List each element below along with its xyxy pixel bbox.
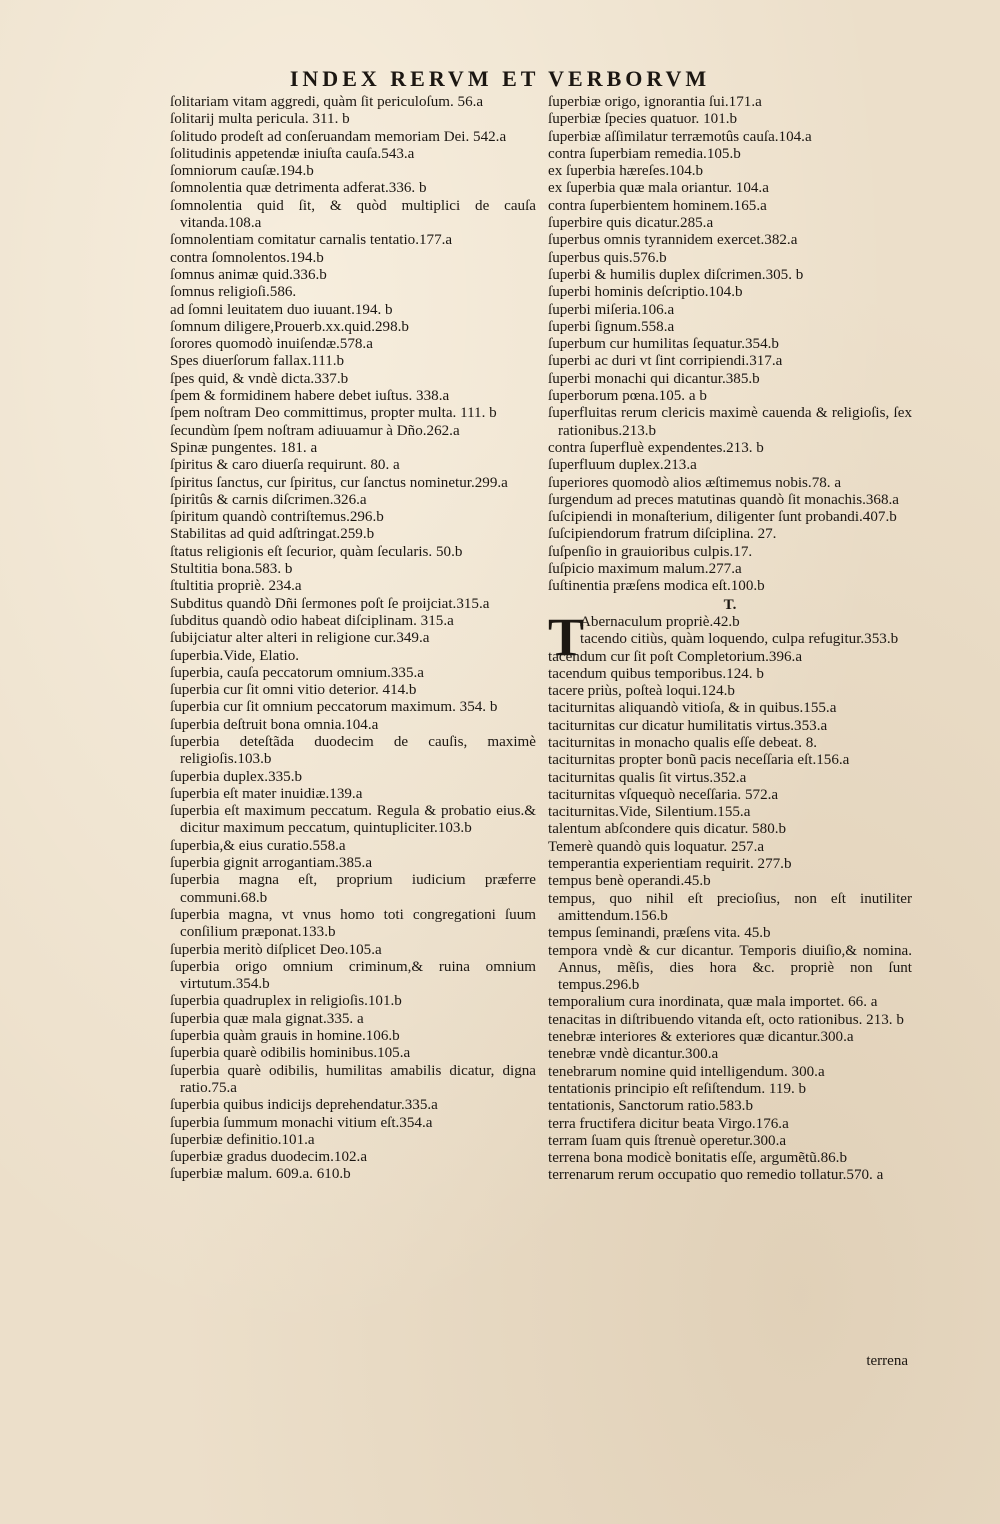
index-entry: ſuperbiæ malum. 609.a. 610.b bbox=[170, 1166, 351, 1183]
right-column-entries-t bbox=[548, 649, 912, 1185]
index-entry: ſolitariam vitam aggredi, quàm ſit periculoſum. 56.a bbox=[170, 94, 484, 110]
index-entry: ſpiritûs & carnis diſcrimen.326.a bbox=[170, 491, 367, 508]
index-entry: contra ſuperbientem hominem.165.a bbox=[548, 197, 767, 214]
index-entry: taciturnitas aliquandò vitioſa, & in quibus.155.a bbox=[548, 700, 837, 717]
index-entry: ſuperbia magna eſt, proprium iudicium præferre communi.68.b bbox=[170, 872, 536, 906]
index-entry: ſomnum diligere,Prouerb.xx.quid.298.b bbox=[170, 318, 409, 335]
index-entry: ſubditus quandò odio habeat diſciplinam. 315.a bbox=[170, 612, 454, 629]
index-entry: ſuperbia cur ſit omni vitio deterior. 414.b bbox=[170, 682, 417, 699]
index-entry: ſuſpicio maximum malum.277.a bbox=[548, 561, 742, 578]
index-entry: tempora vndè & cur dicantur. Temporis diuiſio,& nomina. Annus, mẽſis, dies hora &c. propriè non ſunt tempus.296.b bbox=[548, 942, 912, 994]
index-entry: ſubijciatur alter alteri in religione cur.349.a bbox=[170, 630, 430, 647]
index-entry: Spes diuerſorum fallax.111.b bbox=[170, 353, 345, 370]
index-entry: ſomnolentiam comitatur carnalis tentatio.177.a bbox=[170, 232, 453, 249]
index-entry: tenebræ vndè dicantur.300.a bbox=[548, 1046, 719, 1063]
index-entry: ſuperbi hominis deſcriptio.104.b bbox=[548, 284, 743, 301]
index-entry: tacendum quibus temporibus.124. b bbox=[548, 665, 764, 682]
index-entry: temperantia experientiam requirit. 277.b bbox=[548, 856, 792, 873]
right-column bbox=[548, 94, 912, 1185]
index-entry: temporalium cura inordinata, quæ mala importet. 66. a bbox=[548, 994, 878, 1011]
index-entry: tempus, quo nihil eſt precioſius, non eſt inutiliter amittendum.156.b bbox=[548, 890, 912, 924]
index-entry: Subditus quandò Dñi ſermones poſt ſe proijciat.315.a bbox=[170, 595, 490, 612]
index-entry: ſorores quomodò inuiſendæ.578.a bbox=[170, 336, 373, 353]
index-entry: ſuperbia deſtruit bona omnia.104.a bbox=[170, 716, 379, 733]
index-entry: ſuperbus quis.576.b bbox=[548, 249, 667, 266]
index-entry: ſuſcipiendi in monaſterium, diligenter ſunt probandi.407.b bbox=[548, 509, 897, 526]
index-entry: Temerè quandò quis loquatur. 257.a bbox=[548, 838, 765, 855]
index-entry: ſolitudinis appetendæ iniuſta cauſa.543.a bbox=[170, 145, 415, 162]
index-entry: ſuperbia ſummum monachi vitium eſt.354.a bbox=[170, 1114, 433, 1131]
index-entry: ſuperbia magna, vt vnus homo toti congregationi ſuum conſilium præponat.133.b bbox=[170, 906, 536, 941]
index-entry: tenacitas in diſtribuendo vitanda eſt, octo rationibus. 213. b bbox=[548, 1011, 904, 1028]
index-entry: ſuperbi monachi qui dicantur.385.b bbox=[548, 370, 760, 387]
index-entry: contra ſomnolentos.194.b bbox=[170, 249, 324, 266]
index-entry: ſpes quid, & vndè dicta.337.b bbox=[170, 370, 349, 387]
index-entry: tempus ſeminandi, præſens vita. 45.b bbox=[548, 925, 771, 942]
index-entry: ſuperbiæ aſſimilatur terræmotûs cauſa.104.a bbox=[548, 128, 812, 145]
index-entry: tenebræ interiores & exteriores quæ dicantur.300.a bbox=[548, 1029, 854, 1046]
index-entry: taciturnitas vſquequò neceſſaria. 572.a bbox=[548, 786, 779, 803]
index-entry: ſuperbia quarè odibilis hominibus.105.a bbox=[170, 1045, 411, 1062]
index-entry: tentationis, Sanctorum ratio.583.b bbox=[548, 1098, 753, 1115]
index-entry: tacere priùs, poſteà loqui.124.b bbox=[548, 683, 735, 700]
dropcap-entries bbox=[580, 614, 912, 649]
index-entry: ſpiritus ſanctus, cur ſpiritus, cur ſanctus nominetur.299.a bbox=[170, 474, 508, 491]
index-entry: ſurgendum ad preces matutinas quandò ſit monachis.368.a bbox=[548, 491, 899, 508]
index-entry: ſuperbia origo omnium criminum,& ruina omnium virtutum.354.b bbox=[170, 958, 536, 993]
index-entry: ſuperbia quarè odibilis, humilitas amabilis dicatur, digna ratio.75.a bbox=[170, 1062, 536, 1096]
right-column-entries-s bbox=[548, 94, 912, 596]
index-entry: talentum abſcondere quis dicatur. 580.b bbox=[548, 821, 787, 838]
index-entry: ſomnus religioſi.586. bbox=[170, 284, 297, 301]
index-entry: contra ſuperbiam remedia.105.b bbox=[548, 145, 741, 162]
index-entry: ſuperbi ſignum.558.a bbox=[548, 318, 675, 335]
index-entry: ſpiritum quandò contriſtemus.296.b bbox=[170, 509, 384, 526]
index-entry: ex ſuperbia hæreſes.104.b bbox=[548, 163, 704, 180]
index-entry: taciturnitas.Vide, Silentium.155.a bbox=[548, 804, 751, 821]
index-entry: taciturnitas cur dicatur humilitatis virtus.353.a bbox=[548, 717, 828, 734]
index-entry: ſuperbia,& eius curatio.558.a bbox=[170, 837, 346, 854]
index-entry: ſuperbia.Vide, Elatio. bbox=[170, 647, 300, 664]
index-entry: ſuperbia cur ſit omnium peccatorum maximum. 354. b bbox=[170, 699, 498, 716]
index-entry: terrenarum rerum occupatio quo remedio tollatur.570. a bbox=[548, 1167, 884, 1184]
index-entry: tentationis principio eſt reſiſtendum. 119. b bbox=[548, 1080, 807, 1097]
index-entry: ſecundùm ſpem noſtram adiuuamur à Dño.262.a bbox=[170, 422, 460, 439]
index-entry: ſuſpenſio in grauioribus culpis.17. bbox=[548, 543, 753, 560]
index-entry: ſuperbia eſt maximum peccatum. Regula & probatio eius.& dicitur maximum peccatum, quintupliciter.103.b bbox=[170, 803, 536, 837]
index-entry: ſuperbia quadruplex in religioſis.101.b bbox=[170, 993, 402, 1010]
index-entry: ſpem noſtram Deo committimus, propter multa. 111. b bbox=[170, 405, 497, 422]
left-column bbox=[170, 94, 536, 1184]
index-entry: ſolitarij multa pericula. 311. b bbox=[170, 111, 350, 128]
index-entry: taciturnitas in monacho qualis eſſe debeat. 8. bbox=[548, 734, 818, 751]
index-entry: contra ſuperfluè expendentes.213. b bbox=[548, 439, 764, 456]
index-entry: ſuperbiæ origo, ignorantia ſui.171.a bbox=[548, 94, 762, 110]
index-entry: ſuperbia, cauſa peccatorum omnium.335.a bbox=[170, 664, 424, 681]
running-header: INDEX RERVM ET VERBORVM bbox=[289, 66, 711, 91]
index-entry: terram ſuam quis ſtrenuè operetur.300.a bbox=[548, 1132, 787, 1149]
index-entry: ex ſuperbia quæ mala oriantur. 104.a bbox=[548, 180, 769, 197]
dropcap-letter: T bbox=[548, 606, 585, 667]
index-entry: ſuperbiæ ſpecies quatuor. 101.b bbox=[548, 111, 738, 128]
index-entry: ſuperbia eſt mater inuidiæ.139.a bbox=[170, 785, 363, 802]
index-entry: tacendo citiùs, quàm loquendo, culpa refugitur.353.b bbox=[580, 631, 899, 648]
section-letter: T. bbox=[723, 596, 737, 613]
index-entry: ſuperbi ac duri vt ſint corripiendi.317.a bbox=[548, 353, 783, 370]
index-entry: ſuperbiæ gradus duodecim.102.a bbox=[170, 1149, 368, 1166]
index-entry: ſuperbia quibus indicijs deprehendatur.335.a bbox=[170, 1097, 438, 1114]
index-entry: ſuperbiæ definitio.101.a bbox=[170, 1131, 315, 1148]
index-entry: ſomnolentia quæ detrimenta adferat.336. b bbox=[170, 180, 427, 197]
index-entry: Stabilitas ad quid adſtringat.259.b bbox=[170, 526, 375, 543]
index-entry: ſomniorum cauſæ.194.b bbox=[170, 163, 314, 180]
index-entry: ſuperbia meritò diſplicet Deo.105.a bbox=[170, 941, 382, 958]
index-entry: ad ſomni leuitatem duo iuuant.194. b bbox=[170, 301, 393, 318]
index-entry: taciturnitas qualis ſit virtus.352.a bbox=[548, 769, 747, 786]
index-entry: ſuperborum pœna.105. a b bbox=[548, 388, 707, 405]
index-entry: tempus benè operandi.45.b bbox=[548, 873, 711, 890]
index-entry: ſuperbum cur humilitas ſequatur.354.b bbox=[548, 336, 779, 353]
index-entry: ſuperbia quàm grauis in homine.106.b bbox=[170, 1028, 400, 1045]
index-entry: ſuperbia deteſtãda duodecim de cauſis, maximè religioſis.103.b bbox=[170, 733, 536, 768]
catchword: terrena bbox=[866, 1353, 908, 1369]
index-entry: ſomnolentia quid ſit, & quòd multiplici de cauſa vitanda.108.a bbox=[170, 197, 536, 232]
index-entry: ſuperbi miſeria.106.a bbox=[548, 301, 675, 318]
index-entry: ſuperbia gignit arrogantiam.385.a bbox=[170, 855, 373, 872]
index-entry: ſuperfluitas rerum clericis maximè cauenda & religioſis, ſex rationibus.213.b bbox=[548, 405, 912, 439]
index-entry: tenebrarum nomine quid intelligendum. 300.a bbox=[548, 1063, 825, 1080]
index-entry: ſpem & formidinem habere debet iuſtus. 338.a bbox=[170, 388, 450, 405]
index-entry: ſomnus animæ quid.336.b bbox=[170, 266, 327, 283]
index-entry: ſuperbire quis dicatur.285.a bbox=[548, 215, 714, 232]
index-entry: ſolitudo prodeſt ad conſeruandam memoriam Dei. 542.a bbox=[170, 128, 507, 145]
index-entry: Stultitia bona.583. b bbox=[170, 561, 293, 578]
index-entry: terrena bona modicè bonitatis eſſe, argumẽtũ.86.b bbox=[548, 1150, 847, 1167]
index-entry: taciturnitas propter bonũ pacis neceſſaria eſt.156.a bbox=[548, 752, 850, 769]
index-entry: ſuſcipiendorum fratrum diſciplina. 27. bbox=[548, 526, 777, 543]
index-entry: tacendum cur ſit poſt Completorium.396.a bbox=[548, 648, 803, 665]
index-entry: terra fructifera dicitur beata Virgo.176.a bbox=[548, 1115, 789, 1132]
index-entry: ſuſtinentia præſens modica eſt.100.b bbox=[548, 578, 765, 595]
index-entry: ſuperiores quomodò alios æſtimemus nobis.78. a bbox=[548, 474, 842, 491]
index-entry: ſuperbia duplex.335.b bbox=[170, 768, 303, 785]
index-entry: ſpiritus & caro diuerſa requirunt. 80. a bbox=[170, 457, 400, 474]
index-entry: Spinæ pungentes. 181. a bbox=[170, 439, 318, 456]
index-entry: ſuperbi & humilis duplex diſcrimen.305. b bbox=[548, 266, 804, 283]
index-entry: Abernaculum propriè.42.b bbox=[580, 613, 740, 630]
index-entry: ſtultitia propriè. 234.a bbox=[170, 578, 302, 595]
index-entry: ſuperbia quæ mala gignat.335. a bbox=[170, 1010, 364, 1027]
index-entry: ſuperfluum duplex.213.a bbox=[548, 457, 697, 474]
index-entry: ſuperbus omnis tyrannidem exercet.382.a bbox=[548, 232, 798, 249]
index-entry: ſtatus religionis eſt ſecurior, quàm ſecularis. 50.b bbox=[170, 543, 463, 560]
